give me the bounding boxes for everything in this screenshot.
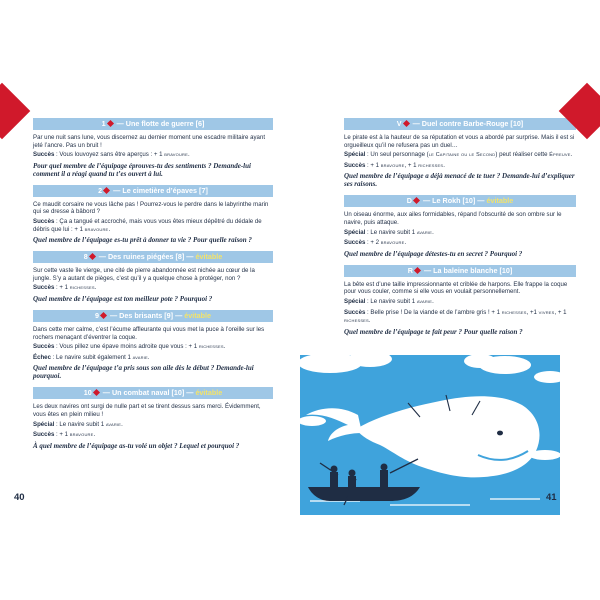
- text-run: .: [570, 151, 573, 159]
- resource-term: richesses: [198, 344, 224, 351]
- text-run: , +1: [526, 308, 539, 316]
- encounter-paragraph: [344, 239, 576, 248]
- text-run: .: [108, 225, 111, 233]
- encounter-paragraph: [33, 134, 273, 149]
- encounter-number: 8: [83, 252, 88, 262]
- text-run: .: [188, 151, 190, 159]
- crew-question: Quel membre de l’équipage te fait peur ? Pour quelle raison ?: [344, 327, 523, 336]
- encounter-paragraph: [33, 151, 273, 160]
- text-run: .: [443, 161, 445, 169]
- resource-term: avarie: [105, 421, 122, 428]
- text-run: La bête est d’une taille impressionnante et criblée de harpons. Elle frappe la coque pour vous couler, comme si elle vous en voulait personnellement.: [344, 280, 568, 296]
- evitable-tag: évitable: [195, 388, 223, 398]
- text-run: : Le navire subit également 1: [50, 353, 133, 361]
- evitable-tag: évitable: [184, 310, 212, 320]
- outcome-label: Succès: [33, 343, 55, 351]
- encounter-paragraph: [33, 284, 273, 293]
- resource-term: avarie: [132, 354, 148, 361]
- text-run: : + 1: [54, 431, 70, 439]
- outcome-label: Succès: [33, 431, 55, 439]
- resource-term: richesses: [69, 285, 95, 292]
- evitable-tag: évitable: [486, 196, 514, 206]
- text-run: : Ça a tangué et accroché, mais vous vous êtes mieux dépêtré du dédale de débris que lui : + 1: [33, 217, 262, 233]
- crew-question: Quel membre de l’équipage est ton meilleur pote ? Pourquoi ?: [33, 294, 213, 303]
- encounter-title: Le cimetière d’épaves [7]: [122, 185, 208, 195]
- encounter-header: 8 — Des ruines piégées [8] — évitable: [33, 251, 273, 263]
- resource-term: le Capitaine ou le Second: [428, 152, 496, 159]
- whaleboat-illustration: [308, 487, 420, 501]
- text-run: : Vous pillez une épave moins adroite que vous : + 1: [54, 343, 199, 351]
- encounter-entry: [33, 310, 273, 380]
- text-run: .: [94, 284, 97, 292]
- encounter-header: R — La baleine blanche [10]: [344, 265, 576, 277]
- outcome-label: Succès: [344, 161, 366, 169]
- encounter-number: R: [407, 265, 413, 275]
- encounter-entry: [344, 195, 576, 257]
- outcome-label: Spécial: [344, 297, 366, 305]
- encounter-entry: [33, 118, 273, 178]
- encounter-entry: [344, 118, 576, 188]
- encounter-paragraph: [344, 151, 576, 160]
- crew-question: Quel membre de l’équipage détestes-tu en secret ? Pourquoi ?: [344, 249, 523, 258]
- text-run: : Vous louvoyez sans être aperçus : + 1: [54, 151, 165, 159]
- crew-question: À quel membre de l’équipage as-tu volé un objet ? Lequel et pourquoi ?: [33, 441, 240, 450]
- resource-term: bravoure: [69, 432, 94, 439]
- outcome-label: Spécial: [33, 420, 55, 428]
- outcome-label: Succès: [344, 308, 366, 316]
- diamond-suit-icon: [0, 83, 30, 140]
- encounter-title: Un combat naval [10]: [111, 388, 185, 398]
- diamond-suit-icon: [107, 120, 114, 127]
- crew-question: Pour quel membre de l’équipage éprouves-tu des sentiments ? Demande-lui comment il a réagi quand tu t’es ouvert à lui.: [33, 161, 251, 178]
- encounter-number: 9: [94, 310, 99, 320]
- evitable-tag: évitable: [195, 252, 223, 262]
- outcome-label: Succès: [33, 284, 55, 292]
- right-encounter-list: [344, 118, 576, 343]
- text-run: : Un seul personnage (: [365, 151, 429, 159]
- text-run: .: [432, 228, 434, 236]
- encounter-paragraph: [344, 134, 576, 149]
- encounter-header: 1 — Une flotte de guerre [6]: [33, 118, 273, 130]
- crew-question: Quel membre de l’équipage a déjà menacé de te tuer ? Demande-lui d’expliquer ses raisons.: [344, 172, 575, 189]
- resource-term: avarie: [416, 229, 433, 236]
- resource-term: Épreuve: [549, 152, 571, 159]
- diamond-suit-icon: [103, 187, 110, 194]
- resource-term: richesses: [501, 309, 527, 316]
- text-run: Le pirate est à la hauteur de sa réputation et vous a abordé par surprise. Mais il est si orgueilleux qu’il ne refusera pas un duel…: [344, 134, 575, 149]
- encounter-paragraph: [344, 162, 576, 171]
- text-run: .: [223, 343, 226, 351]
- outcome-label: Échec: [33, 353, 51, 361]
- left-encounter-list: [33, 118, 273, 457]
- encounter-title: Une flotte de guerre [6]: [125, 119, 205, 128]
- text-run: .: [147, 353, 150, 361]
- text-run: .: [404, 239, 407, 247]
- diamond-suit-icon: [93, 389, 100, 396]
- encounter-header: D — Le Rokh [10] — évitable: [344, 195, 576, 207]
- page-number-right: 41: [546, 492, 557, 503]
- whale-illustration: [300, 355, 560, 515]
- diamond-suit-icon: [100, 312, 107, 319]
- encounter-entry: [33, 251, 273, 303]
- encounter-paragraph: [344, 298, 576, 307]
- whale-eye: [497, 431, 503, 436]
- text-run: : + 2: [365, 239, 381, 247]
- text-run: .: [432, 297, 434, 305]
- encounter-header: 2 — Le cimetière d’épaves [7]: [33, 185, 273, 197]
- diamond-suit-icon: [89, 253, 96, 260]
- text-run: Ce maudit corsaire ne vous lâche pas ! Pourrez-vous le perdre dans le labyrinthe marin qui se dresse à bâbord ?: [33, 200, 269, 216]
- encounter-paragraph: [33, 343, 273, 352]
- encounter-paragraph: [33, 431, 273, 440]
- page-number-left: 40: [14, 492, 25, 503]
- outcome-label: Succès: [344, 239, 366, 247]
- resource-term: bravoure: [164, 152, 189, 159]
- text-run: ) peut réaliser cette: [495, 151, 550, 159]
- text-run: : + 1: [365, 161, 381, 169]
- encounter-number: 2: [98, 185, 103, 195]
- text-run: Les deux navires ont surgi de nulle part et se tirent dessus sans merci. Évidemment, vous êtes en plein milieu !: [33, 403, 261, 418]
- text-run: .: [93, 431, 96, 439]
- encounter-header: 10 — Un combat naval [10] — évitable: [33, 387, 273, 399]
- diamond-suit-icon: [413, 197, 420, 204]
- crew-question: Quel membre de l’équipage t’a pris sous son aile dès le début ? Demande-lui pourquoi.: [33, 364, 254, 381]
- encounter-paragraph: [33, 267, 273, 282]
- resource-term: vivres: [538, 309, 555, 316]
- text-run: : Le navire subit 1: [54, 420, 106, 428]
- text-run: .: [121, 420, 123, 428]
- encounter-paragraph: [344, 281, 576, 296]
- resource-term: avarie: [416, 298, 433, 305]
- encounter-entry: [33, 387, 273, 449]
- outcome-label: Succès: [33, 217, 55, 225]
- resource-term: richesses: [344, 318, 369, 325]
- resource-term: bravoure: [380, 162, 405, 169]
- text-run: : Le navire subit 1: [365, 297, 417, 305]
- encounter-paragraph: [344, 309, 576, 326]
- encounter-paragraph: [33, 403, 273, 418]
- text-run: .: [368, 317, 371, 325]
- encounter-title: Duel contre Barbe-Rouge [10]: [421, 119, 524, 128]
- text-run: , + 1: [404, 161, 419, 169]
- encounter-entry: [33, 185, 273, 244]
- encounter-header: V — Duel contre Barbe-Rouge [10]: [344, 118, 576, 130]
- encounter-number: 1: [101, 119, 106, 128]
- text-run: Un oiseau énorme, aux ailes formidables, répand l’obscurité de son ombre sur le navire, puis attaque.: [344, 211, 562, 226]
- resource-term: richesses: [418, 162, 444, 169]
- text-run: Dans cette mer calme, c’est l’écume affleurante qui vous met la puce à l’oreille sur les rochers menaçant d’éventrer la coque.: [33, 325, 265, 341]
- encounter-number: D: [406, 196, 412, 206]
- encounter-paragraph: [33, 201, 273, 216]
- encounter-paragraph: [33, 326, 273, 341]
- diamond-suit-icon: [414, 267, 421, 274]
- encounter-number: 10: [83, 388, 92, 398]
- text-run: : Belle prise ! De la viande et de l’ambre gris ! + 1: [365, 308, 502, 316]
- encounter-paragraph: [344, 229, 576, 238]
- encounter-title: Des brisants [9]: [119, 310, 174, 320]
- text-run: Par une nuit sans lune, vous discernez au dernier moment une escadre militaire ayant jeté l’ancre. Pas un bruit !: [33, 134, 266, 149]
- encounter-number: V: [396, 119, 402, 128]
- outcome-label: Succès: [33, 151, 55, 159]
- encounter-paragraph: [33, 354, 273, 363]
- encounter-paragraph: [344, 211, 576, 226]
- outcome-label: Spécial: [344, 228, 366, 236]
- text-run: : + 1: [54, 284, 70, 292]
- text-run: , + 1: [554, 308, 567, 316]
- encounter-header: 9 — Des brisants [9] — évitable: [33, 310, 273, 322]
- outcome-label: Spécial: [344, 151, 366, 159]
- encounter-title: La baleine blanche [10]: [433, 265, 513, 275]
- resource-term: bravoure: [380, 240, 405, 247]
- encounter-title: Des ruines piégées [8]: [107, 252, 185, 262]
- encounter-paragraph: [33, 421, 273, 430]
- encounter-entry: [344, 265, 576, 336]
- crew-question: Quel membre de l’équipage es-tu prêt à donner ta vie ? Pour quelle raison ?: [33, 236, 252, 245]
- text-run: : Le navire subit 1: [365, 228, 417, 236]
- encounter-paragraph: [33, 218, 273, 234]
- encounter-title: Le Rokh [10]: [432, 196, 476, 206]
- resource-term: bravoure: [84, 226, 109, 233]
- text-run: Sur cette vaste île vierge, une cité de pierre abandonnée est nichée au cœur de la jungle. S’y a autant de pièges, c’est qu’il y a quelque chose à protéger, non ?: [33, 267, 255, 282]
- diamond-suit-icon: [403, 120, 410, 127]
